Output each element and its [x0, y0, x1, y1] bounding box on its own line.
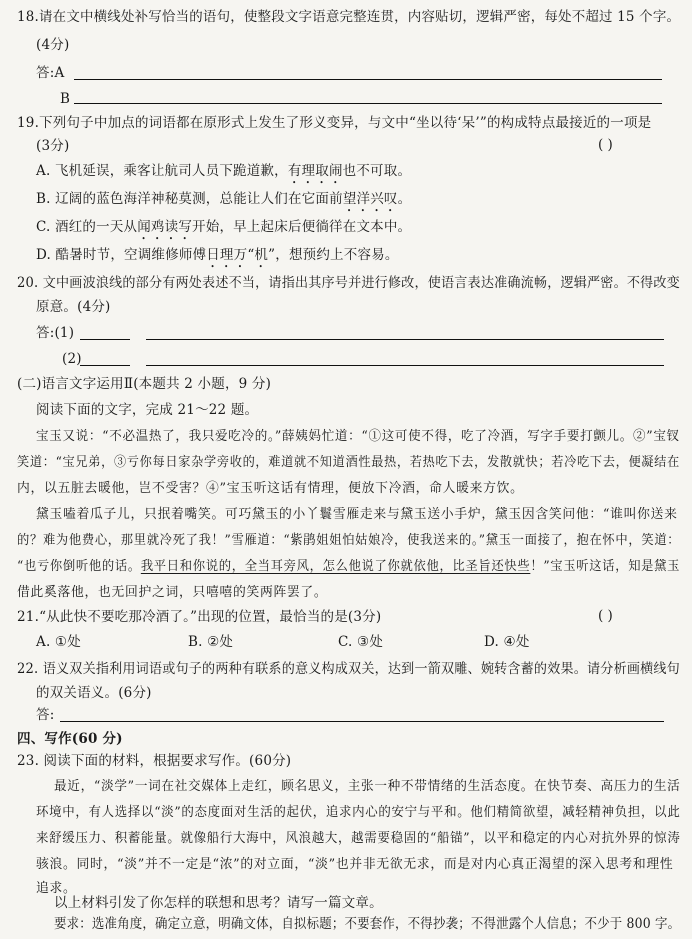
- q23-material-line-2: 环境中，有人选择以“淡”的态度面对生活的起伏，追求内心的安宁与平和。他们精简欲望，减轻精神负担，以此: [36, 805, 681, 820]
- q18-answer-b-label: B: [60, 91, 71, 107]
- q20-stem-line2: 原意。(4分): [36, 299, 111, 315]
- q20-answer-1-number-line[interactable]: [80, 339, 130, 340]
- q21-option-b[interactable]: B. ②处: [188, 634, 234, 650]
- q19-option-c-tail: 开始，早上起床后便徜徉在文本中。: [192, 219, 412, 235]
- q23-material-line-1: 最近，“淡学”一词在社交媒体上走红，顾名思义，主张一种不带情绪的生活态度。在快节奏、高压力的生活: [54, 779, 681, 794]
- passage-line-6-head: “也亏你倒听他的话。: [17, 559, 141, 574]
- q20-answer-1-line[interactable]: [146, 339, 664, 340]
- q21-answer-paren[interactable]: ( ): [598, 608, 613, 624]
- q18-stem: 18.请在文中横线处补写恰当的语句，使整段文字语意完整连贯，内容贴切，逻辑严密，每处不超过 15 个字。: [17, 9, 681, 25]
- q23-stem: 23. 阅读下面的材料，根据要求写作。(60分): [17, 753, 292, 769]
- q23-material-line-4: 骇浪。同时，“淡”并不一定是“浓”的对立面，“淡”也并非无欲无求，而是对内心真正渴望的深入思考和理性: [36, 857, 674, 872]
- q19-option-b-dotted: 望洋兴叹: [342, 191, 398, 207]
- q19-option-a-dotted: 有理取闹: [287, 163, 343, 179]
- q18-answer-b-line[interactable]: [74, 103, 662, 104]
- q19-option-a[interactable]: [36, 162, 411, 187]
- passage-line-2: 笑道：“宝兄弟，③亏你每日家杂学旁收的，难道就不知道酒性最热，若热吃下去，发散就快；若冷吃下去，便凝结在: [17, 455, 680, 470]
- passage-line-5: 的？难为他费心，那里就冷死了我！”雪雁道：“紫鹃姐姐怕姑娘冷，使我送来的。”黛玉一面接了，抱在怀中，笑道：: [17, 533, 681, 548]
- passage-line-7: 借此奚落他，也无回护之词，只嘻嘻的笑两阵罢了。: [17, 585, 328, 600]
- q19-option-c-text: C. 酒红的一天从: [36, 219, 138, 235]
- passage-line-1: 宝玉又说：“不必温热了，我只爱吃冷的。”薛姨妈忙道：“①这可使不得，吃了冷酒，写字手要打颤儿。②”宝钗: [36, 429, 680, 444]
- q19-option-b-tail: 。: [397, 191, 412, 207]
- q18-points: (4分): [36, 37, 70, 53]
- q19-option-c[interactable]: [36, 218, 411, 243]
- q22-stem-line1: 22. 语义双关指利用词语或句子的两种有联系的意义构成双关，达到一箭双雕、婉转含蓄的效果。请分析画横线句: [17, 661, 680, 677]
- q19-option-c-dotted: 闻鸡读写: [137, 219, 193, 235]
- passage-line-6-tail: ！”宝玉听这话，知是黛玉: [530, 559, 681, 574]
- section-4-heading: 四、写作(60 分): [17, 731, 123, 747]
- q18-answer-a-label: 答:A: [36, 65, 65, 81]
- q19-option-d[interactable]: [36, 246, 399, 271]
- q20-stem-line1: 20. 文中画波浪线的部分有两处表述不当，请指出其序号并进行修改，使语言表达准确流畅，逻辑严密。不得改变: [17, 275, 680, 291]
- passage-line-6: [17, 558, 680, 576]
- q23-material-line-3: 来舒缓压力、积蓄能量。就像船行大海中，风浪越大，越需要稳固的“船锚”，以平和稳定的内心对抗外界的惊涛: [36, 831, 681, 846]
- q21-option-c[interactable]: C. ③处: [338, 634, 384, 650]
- q19-option-d-text: D. 酷暑时节，空调维修师傅: [36, 247, 207, 263]
- q19-option-b[interactable]: [36, 190, 411, 215]
- q19-option-d-dotted: 日理万“机”: [206, 247, 276, 263]
- q19-option-b-text: B. 辽阔的蓝色海洋神秘莫测，总能让人们在它面前: [36, 191, 343, 207]
- q23-requirements: 要求：选准角度，确定立意，明确文体，自拟标题；不要套作，不得抄袭；不得泄露个人信息；不少于 800 字。: [54, 916, 681, 932]
- q21-stem: 21.“从此快不要吃那冷酒了。”出现的位置，最恰当的是(3分): [17, 609, 382, 625]
- q19-option-a-text: A. 飞机延误，乘客让航司人员下跪道歉，: [36, 163, 288, 179]
- q20-answer-2-label: (2): [62, 351, 82, 367]
- section-2-intro: 阅读下面的文字，完成 21～22 题。: [36, 402, 259, 418]
- q21-option-a[interactable]: A. ①处: [36, 634, 81, 650]
- passage-line-3: 内，以五脏去暖他，岂不受害？④”宝玉听这话有情理，便放下冷酒，命人暖来方饮。: [17, 481, 524, 496]
- passage-underlined-sentence: 我平日和你说的，全当耳旁风，怎么他说了你就依他，比圣旨还快些: [140, 559, 531, 574]
- q19-points: (3分): [36, 138, 70, 154]
- section-2-heading: (二)语言文字运用Ⅱ(本题共 2 小题，9 分): [17, 376, 272, 392]
- q21-option-d[interactable]: D. ④处: [484, 634, 530, 650]
- q22-answer-label: 答:: [36, 707, 55, 723]
- q20-answer-2-number-line[interactable]: [80, 365, 130, 366]
- q20-answer-2-line[interactable]: [146, 365, 664, 366]
- q23-material-line-5: 追求。: [36, 881, 77, 896]
- q22-answer-line[interactable]: [60, 721, 664, 722]
- q20-answer-1-label: 答:(1): [36, 325, 75, 341]
- q19-stem: 19.下列句子中加点的词语都在原形式上发生了形义变异，与文中“坐以待‘呆’”的构成特点最接近的一项是: [17, 115, 652, 131]
- q22-stem-line2: 的双关语义。(6分): [36, 685, 152, 701]
- passage-line-4: 黛玉嗑着瓜子儿，只抿着嘴笑。可巧黛玉的小丫鬟雪雁走来与黛玉送小手炉，黛玉因含笑问他：“谁叫你送来: [36, 507, 678, 522]
- q19-answer-paren[interactable]: ( ): [598, 137, 613, 153]
- q19-option-a-tail: 也不可取。: [342, 163, 412, 179]
- q19-option-d-tail: ，想预约上不容易。: [275, 247, 399, 263]
- q18-answer-a-line[interactable]: [74, 79, 662, 80]
- q23-prompt: 以上材料引发了你怎样的联想和思考？请写一篇文章。: [54, 895, 383, 911]
